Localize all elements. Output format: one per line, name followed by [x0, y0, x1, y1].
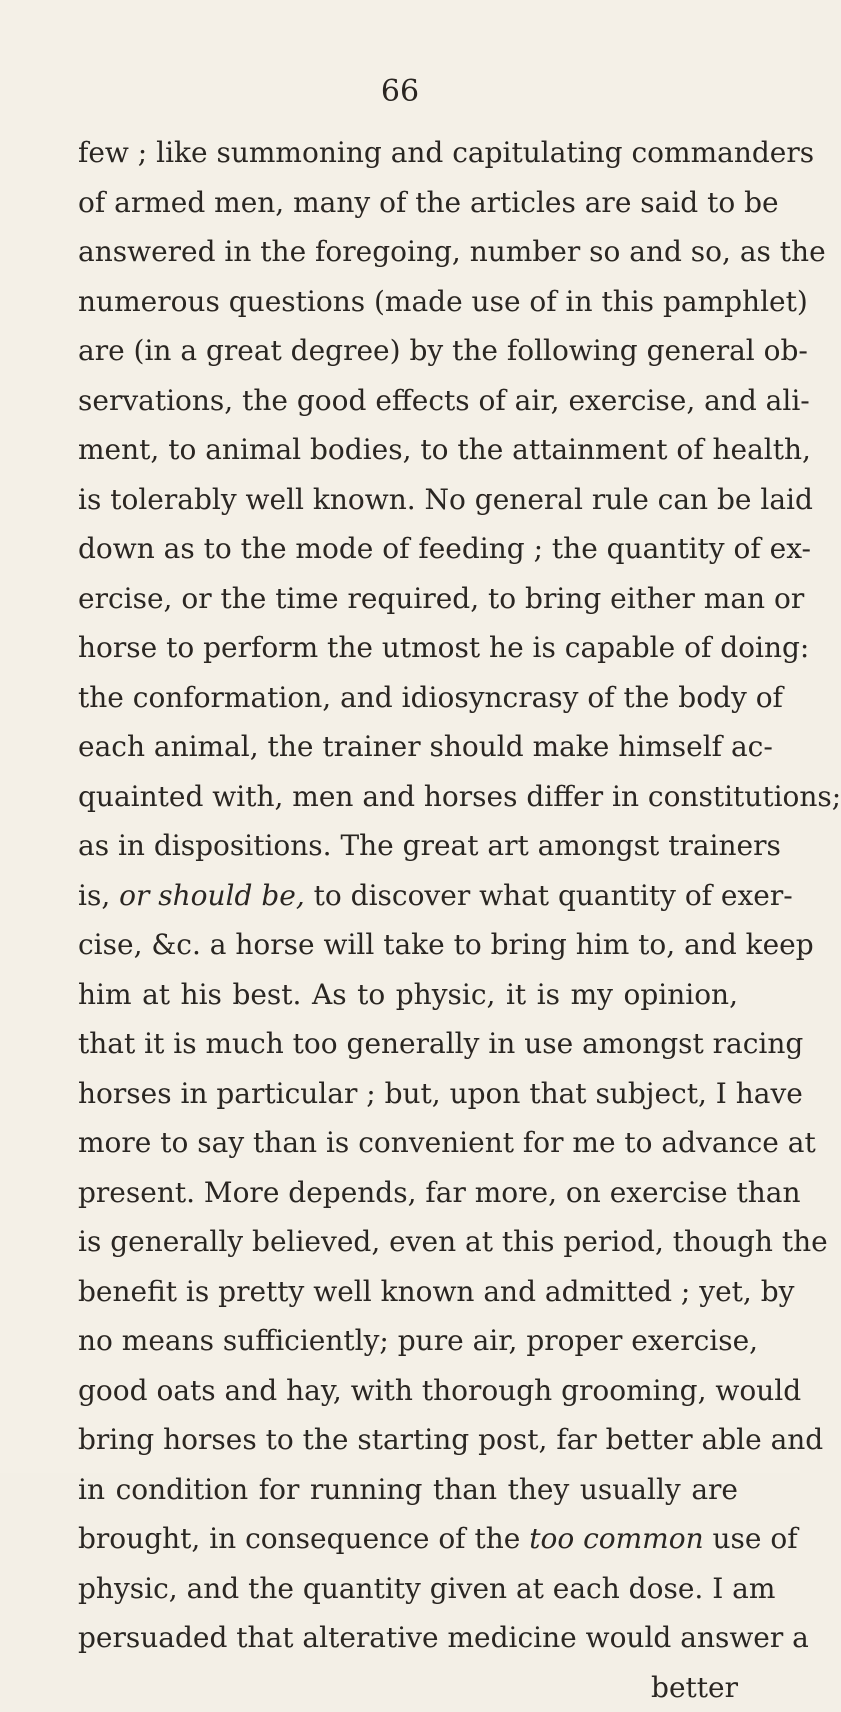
text-line: physic, and the quantity given at each dose. I am — [78, 1564, 738, 1614]
text-line-with-italic — [78, 871, 738, 921]
text-line: servations, the good effects of air, exercise, and ali- — [78, 376, 738, 426]
text-line: answered in the foregoing, number so and so, as the — [78, 227, 738, 277]
text-line: benefit is pretty well known and admitted ; yet, by — [78, 1267, 738, 1317]
body-paragraph — [78, 128, 738, 1712]
text-line-with-italic — [78, 1514, 738, 1564]
text-line: that it is much too generally in use amongst racing — [78, 1019, 738, 1069]
text-line: of armed men, many of the articles are said to be — [78, 178, 738, 228]
text-line: the conformation, and idiosyncrasy of the body of — [78, 673, 738, 723]
text-segment: use of — [704, 1522, 798, 1555]
text-line: persuaded that alterative medicine would answer a — [78, 1613, 738, 1663]
text-line: is generally believed, even at this period, though the — [78, 1217, 738, 1267]
text-line: ercise, or the time required, to bring either man or — [78, 574, 738, 624]
text-line: quainted with, men and horses differ in constitutions; — [78, 772, 738, 822]
text-line: bring horses to the starting post, far better able and — [78, 1415, 738, 1465]
text-line: good oats and hay, with thorough grooming, would — [78, 1366, 738, 1416]
text-line: horse to perform the utmost he is capable of doing: — [78, 623, 738, 673]
text-line: each animal, the trainer should make himself ac- — [78, 722, 738, 772]
text-segment: brought, in consequence of the — [78, 1522, 529, 1555]
text-segment: is, — [78, 879, 119, 912]
text-line: ment, to animal bodies, to the attainment of health, — [78, 425, 738, 475]
text-line: in condition for running than they usually are — [78, 1465, 738, 1515]
text-line: no means sufficiently; pure air, proper exercise, — [78, 1316, 738, 1366]
text-line: horses in particular ; but, upon that subject, I have — [78, 1069, 738, 1119]
page-number: 66 — [0, 72, 800, 112]
text-line: cise, &c. a horse will take to bring him to, and keep — [78, 920, 738, 970]
text-line: present. More depends, far more, on exercise than — [78, 1168, 738, 1218]
italic-phrase: or should be, — [119, 879, 305, 912]
text-line: is tolerably well known. No general rule can be laid — [78, 475, 738, 525]
text-segment: to discover what quantity of exer- — [305, 879, 793, 912]
catchword: better — [78, 1663, 738, 1712]
text-line: numerous questions (made use of in this pamphlet) — [78, 277, 738, 327]
text-line: as in dispositions. The great art amongst trainers — [78, 821, 738, 871]
text-line: few ; like summoning and capitulating commanders — [78, 128, 738, 178]
text-line: him at his best. As to physic, it is my opinion, — [78, 970, 738, 1020]
text-line: more to say than is convenient for me to advance at — [78, 1118, 738, 1168]
text-line: down as to the mode of feeding ; the quantity of ex- — [78, 524, 738, 574]
italic-phrase: too common — [529, 1522, 703, 1555]
text-line: are (in a great degree) by the following general ob- — [78, 326, 738, 376]
